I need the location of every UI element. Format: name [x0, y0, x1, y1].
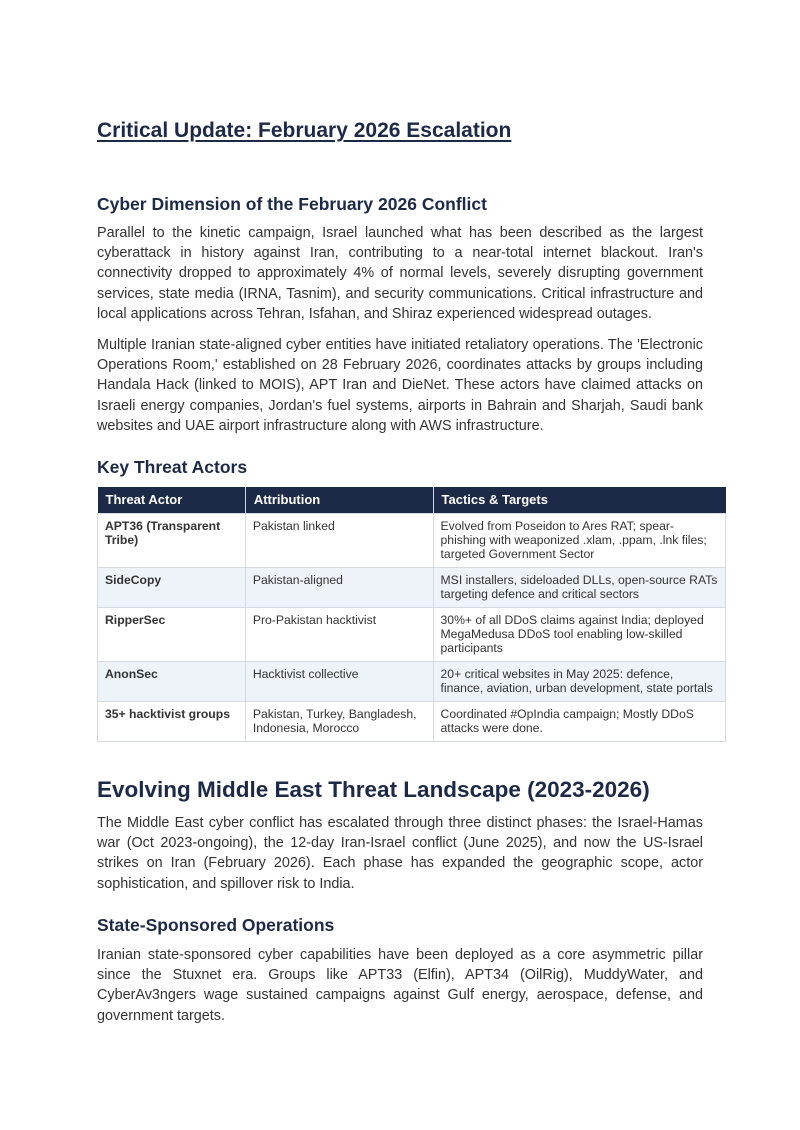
paragraph-cyber-dimension-1: Parallel to the kinetic campaign, Israel launched what has been described as the largest cyberattack in history against Iran, contributing to a near-total internet blackout. Iran's connectivity dropped to approximately 4% of normal levels, severely disrupting government services, state media (IRNA, Tasnim), and security communications. Critical infrastructure and local applications across Tehran, Isfahan, and Shiraz experienced widespread outages. [97, 225, 703, 322]
table-row [98, 608, 726, 662]
cell-threat-actor: RipperSec [98, 608, 246, 662]
column-header-threat-actor: Threat Actor [98, 487, 246, 514]
table-row [98, 702, 726, 742]
table-row [98, 568, 726, 608]
cell-attribution: Pakistan linked [245, 514, 433, 568]
cell-tactics-targets: Coordinated #OpIndia campaign; Mostly DDoS attacks were done. [433, 702, 725, 742]
column-header-attribution: Attribution [245, 487, 433, 514]
cell-tactics-targets: Evolved from Poseidon to Ares RAT; spear-phishing with weaponized .xlam, .ppam, .lnk files; targeted Government Sector [433, 514, 725, 568]
cell-attribution: Hacktivist collective [245, 662, 433, 702]
cell-attribution: Pro-Pakistan hacktivist [245, 608, 433, 662]
cell-tactics-targets: 30%+ of all DDoS claims against India; deployed MegaMedusa DDoS tool enabling low-skilled participants [433, 608, 725, 662]
cell-tactics-targets: 20+ critical websites in May 2025: defence, finance, aviation, urban development, state portals [433, 662, 725, 702]
threat-actors-table [97, 487, 726, 742]
paragraph-state-sponsored: Iranian state-sponsored cyber capabilities have been deployed as a core asymmetric pillar since the Stuxnet era. Groups like APT33 (Elfin), APT34 (OilRig), MuddyWater, and CyberAv3ngers wage sustained campaigns against Gulf energy, aerospace, defense, and government targets. [97, 947, 703, 1024]
section-heading-key-threat-actors: Key Threat Actors [97, 457, 248, 477]
cell-threat-actor: SideCopy [98, 568, 246, 608]
page-title: Critical Update: February 2026 Escalation [97, 119, 512, 142]
cell-threat-actor: AnonSec [98, 662, 246, 702]
section-heading-state-sponsored: State-Sponsored Operations [97, 915, 335, 935]
section-heading-middle-east-landscape: Evolving Middle East Threat Landscape (2023-2026) [97, 777, 650, 802]
cell-tactics-targets: MSI installers, sideloaded DLLs, open-source RATs targeting defence and critical sectors [433, 568, 725, 608]
paragraph-cyber-dimension-2: Multiple Iranian state-aligned cyber entities have initiated retaliatory operations. The 'Electronic Operations Room,' established on 28 February 2026, coordinates attacks by groups including Handala Hack (linked to MOIS), APT Iran and DieNet. These actors have claimed attacks on Israeli energy companies, Jordan's fuel systems, airports in Bahrain and Sharjah, Saudi bank websites and UAE airport infrastructure along with AWS infrastructure. [97, 337, 703, 434]
cell-threat-actor: 35+ hacktivist groups [98, 702, 246, 742]
cell-attribution: Pakistan-aligned [245, 568, 433, 608]
table-row [98, 662, 726, 702]
table-row [98, 514, 726, 568]
cell-attribution: Pakistan, Turkey, Bangladesh, Indonesia, Morocco [245, 702, 433, 742]
table-header-row [98, 487, 726, 514]
paragraph-middle-east-landscape: The Middle East cyber conflict has escalated through three distinct phases: the Israel-Hamas war (Oct 2023-ongoing), the 12-day Iran-Israel conflict (June 2025), and now the US-Israel strikes on Iran (February 2026). Each phase has expanded the geographic scope, actor sophistication, and spillover risk to India. [97, 815, 703, 892]
section-heading-cyber-dimension: Cyber Dimension of the February 2026 Conflict [97, 194, 487, 214]
column-header-tactics-targets: Tactics & Targets [433, 487, 725, 514]
cell-threat-actor: APT36 (Transparent Tribe) [98, 514, 246, 568]
